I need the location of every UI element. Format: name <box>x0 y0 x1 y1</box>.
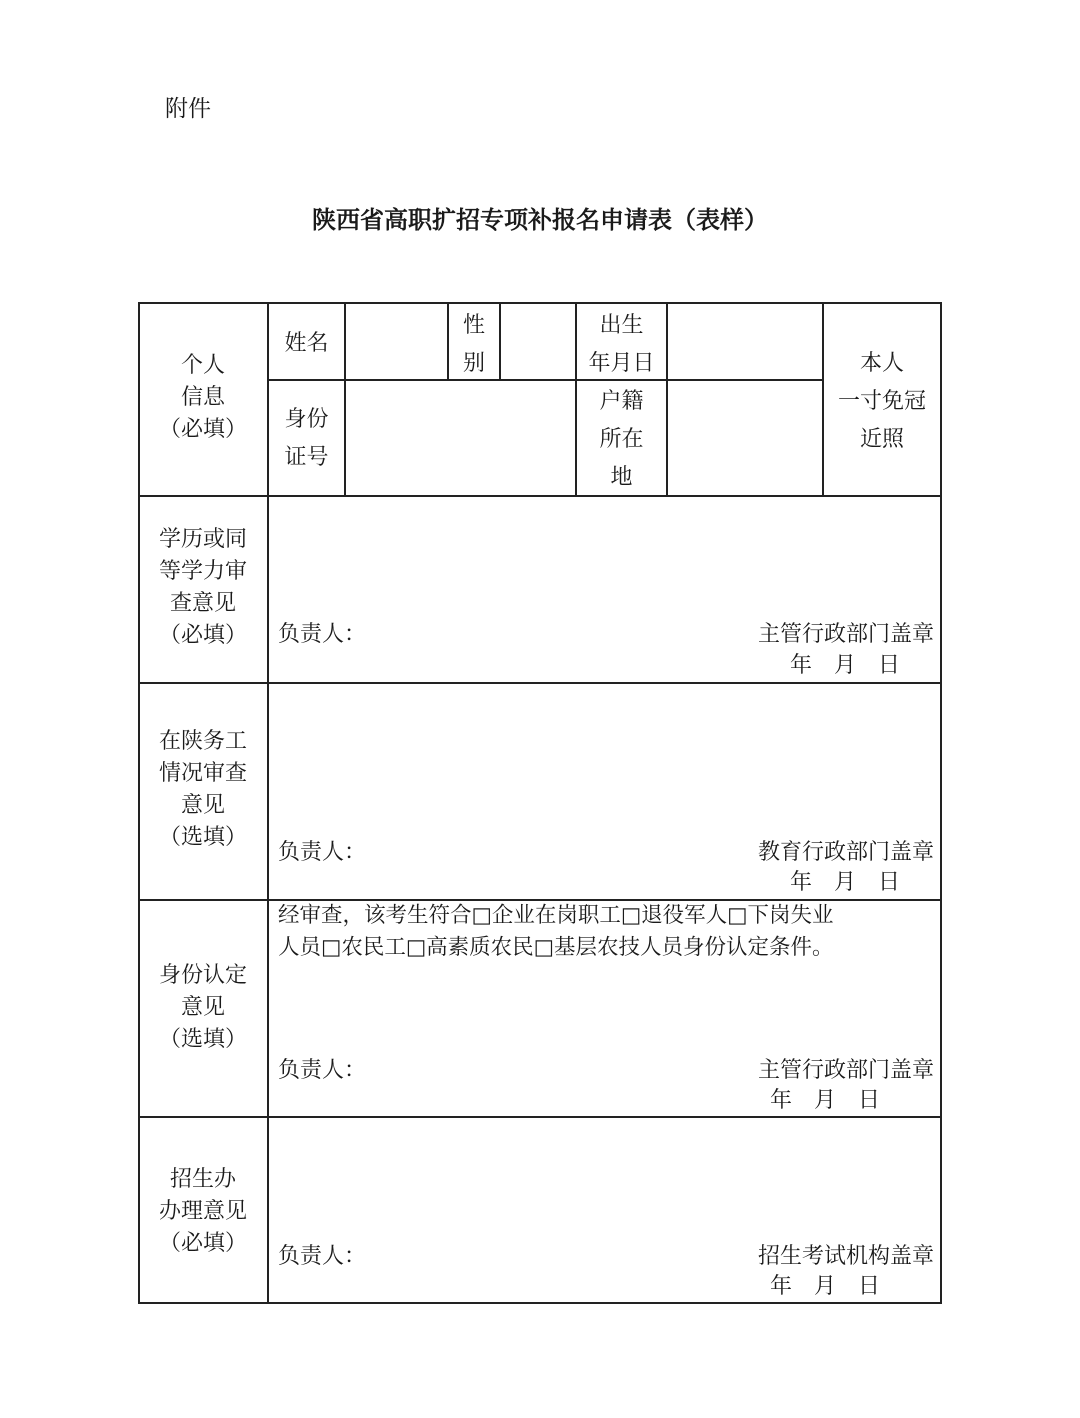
seal-label: 主管行政部门盖章 <box>757 622 934 647</box>
seal-label: 主管行政部门盖章 <box>757 1058 934 1083</box>
name-label: 姓名 <box>284 331 329 356</box>
hukou-field[interactable] <box>668 381 822 495</box>
personal-info-label: 个人 <box>180 353 225 378</box>
responsible-label: 负责人： <box>278 1244 367 1269</box>
work-review-label: 在陕务工 情况审查 意见 （选填） <box>158 729 247 850</box>
education-review-label: 学历或同 等学力审 查意见 （必填） <box>158 527 247 648</box>
identity-review-label: 身份认定 意见 （选填） <box>158 963 247 1052</box>
identity-criteria-text: 经审查，该考生符合□企业在岗职工□退役军人□下岗失业 <box>278 903 834 928</box>
attachment-label: 附件 <box>165 96 211 122</box>
seal-label: 教育行政部门盖章 <box>757 840 934 865</box>
birth-date-field[interactable] <box>668 304 822 379</box>
form-title: 陕西省高职扩招专项补报名申请表（表样） <box>312 205 768 234</box>
responsible-label: 负责人： <box>278 840 367 865</box>
id-number-label: 身份 证号 <box>284 407 329 470</box>
responsible-label: 负责人： <box>278 1058 367 1083</box>
name-field[interactable] <box>346 304 447 379</box>
seal-label: 招生考试机构盖章 <box>757 1244 934 1269</box>
gender-label: 性 别 <box>462 313 485 376</box>
hukou-label: 户籍 所在 地 <box>599 389 644 490</box>
admissions-office-label: 招生办 办理意见 （必填） <box>158 1167 247 1256</box>
photo-box: 本人 一寸免冠 近照 <box>837 351 926 452</box>
date-label: 年 月 日 <box>789 653 900 678</box>
birth-date-label: 出生 年月日 <box>588 313 655 376</box>
application-form-table: 个人 信息 （必填） 姓名 性 别 出生 年月日 身份 证号 户籍 所在 地 本人 一寸免冠 近照 学历或同 等学力审 查意见 （必填） 负责人： 主管行政部门盖章 年 月 日 在陕务工 情况审查 意见 （选填） 负责人： 教育行政部门盖章 年 月 日 身份认定 意见 （选填） 经审查，该考生符合□企业在岗职工□退役军人□下岗失业 人员□农民工□高素质农民□基层农技人员身份认定条件。 负责人： 主管行政部门盖章 年 月 日 招生办 办理意见 （必填） 负责人： 招生考试机构盖章 年 月 日 <box>138 302 942 1304</box>
id-number-field[interactable] <box>346 381 575 495</box>
date-label: 年 月 日 <box>769 1274 880 1299</box>
date-label: 年 月 日 <box>789 870 900 895</box>
responsible-label: 负责人： <box>278 622 367 647</box>
date-label: 年 月 日 <box>769 1088 880 1113</box>
gender-field[interactable] <box>501 304 575 379</box>
